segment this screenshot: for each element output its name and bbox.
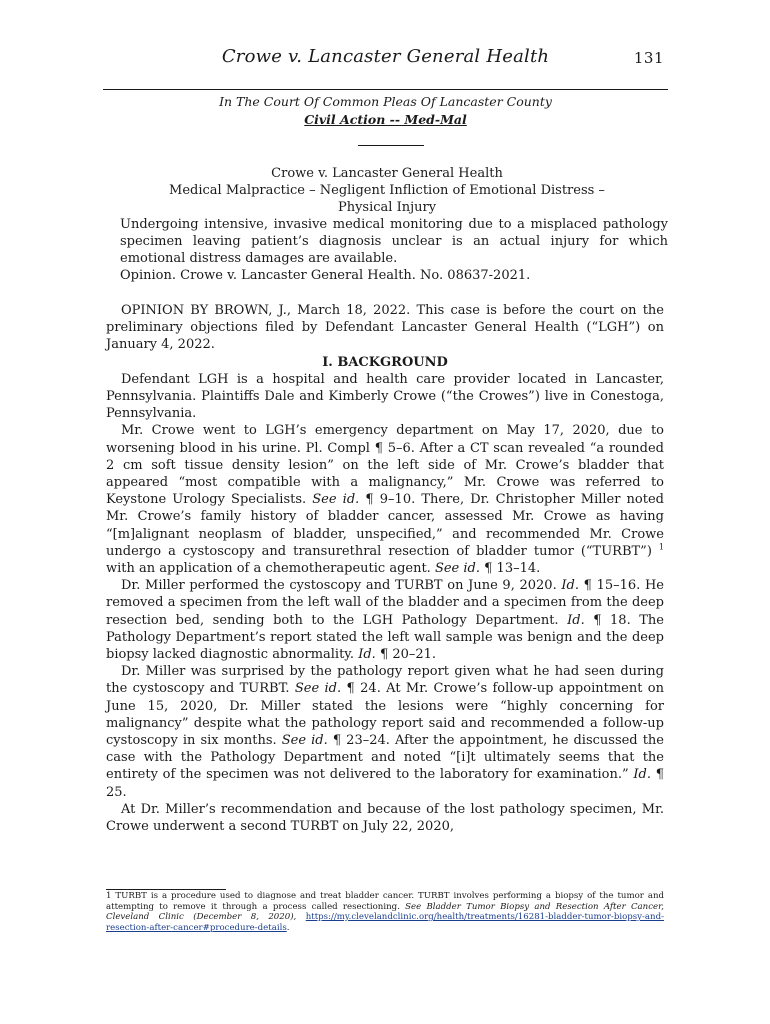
- paragraph: At Dr. Miller’s recommendation and because of the lost pathology specimen, Mr. Crowe underwent a second TURBT on July 22, 2020,: [106, 801, 664, 835]
- case-citation: Opinion. Crowe v. Lancaster General Health. No. 08637-2021.: [120, 268, 531, 283]
- header-rule: [103, 89, 668, 90]
- running-header: [103, 46, 668, 74]
- paragraph: Mr. Crowe went to LGH’s emergency department on May 17, 2020, due to worsening blood in his urine. Pl. Compl ¶ 5–6. After a CT scan revealed “a rounded 2 cm soft tissue density lesion” on the left side of Mr. Crowe’s bladder that appeared “most compatible with a malignancy,” Mr. Crowe was referred to Keystone Urology Specialists. See id. ¶ 9–10. There, Dr. Christopher Miller noted Mr. Crowe’s family history of bladder cancer, assessed Mr. Crowe as having “[m]alignant neoplasm of bladder, unspecified,” and recommended Mr. Crowe undergo a cystoscopy and transurethral resection of bladder tumor (“TURBT”) $^1$ with an application of a chemotherapeutic agent. See id. ¶ 13–14.: [106, 423, 664, 577]
- footnote: 1 TURBT is a procedure used to diagnose and treat bladder cancer. TURBT involves performing a biopsy of the tumor and attempting to remove it through a process called resectioning. See Bladder Tumor Biopsy and Resection After Cancer, Cleveland Clinic (December 8, 2020), https://my.clevelandclinic.org/health/treatments/16281-bladder-tumor-biopsy-and-resection-after-cancer#procedure-details.: [106, 891, 665, 933]
- headnote: Undergoing intensive, invasive medical monitoring due to a misplaced pathology specimen leaving patient’s diagnosis unclear is an actual injury for which emotional distress damages are available.: [120, 217, 668, 266]
- footnote-number: 1: [106, 891, 112, 901]
- footnote-link[interactable]: https://my.clevelandclinic.org/health/treatments/16281-bladder-tumor-biopsy-and-resection-after-cancer#procedure-details: [106, 912, 664, 933]
- divider-rule: [358, 145, 424, 146]
- running-title: Crowe v. Lancaster General Health: [221, 46, 550, 67]
- court-name: In The Court Of Common Pleas Of Lancaster County: [219, 94, 552, 109]
- paragraph: Dr. Miller performed the cystoscopy and TURBT on June 9, 2020. Id. ¶ 15–16. He removed a specimen from the left wall of the bladder and a specimen from the deep resection bed, sending both to the LGH Pathology Department. Id. ¶ 18. The Pathology Department’s report stated the left wall sample was benign and the deep biopsy lacked diagnostic abnormality. Id. ¶ 20–21.: [106, 578, 664, 663]
- paragraph: Dr. Miller was surprised by the pathology report given what he had seen during the cystoscopy and TURBT. See id. ¶ 24. At Mr. Crowe’s follow-up appointment on June 15, 2020, Dr. Miller stated the lesions were “highly concerning for malignancy” despite what the pathology report said and recommended a follow-up cystoscopy in six months. See id. ¶ 23–24. After the appointment, he discussed the case with the Pathology Department and noted “[i]t ultimately seems that the entirety of the specimen was not delivered to the laboratory for examination.” Id. ¶ 25.: [106, 664, 665, 800]
- topic-line-1: Medical Malpractice – Negligent Infliction of Emotional Distress –: [169, 183, 605, 198]
- opinion-intro: OPINION BY BROWN, J., March 18, 2022. This case is before the court on the preliminary objections filed by Defendant Lancaster General Health (“LGH”) on January 4, 2022.: [106, 303, 664, 353]
- paragraph: Defendant LGH is a hospital and health care provider located in Lancaster, Pennsylvania. Plaintiffs Dale and Kimberly Crowe (“the Crowes”) live in Conestoga, Pennsylvania.: [106, 371, 664, 422]
- page-number: 131: [633, 49, 664, 67]
- section-heading: I. BACKGROUND: [322, 354, 448, 370]
- opinion-body: [106, 302, 664, 835]
- syllabus: [106, 165, 668, 284]
- case-caption: Crowe v. Lancaster General Health: [271, 166, 503, 181]
- footnote-rule: [106, 889, 226, 890]
- case-type: Civil Action -- Med-Mal: [304, 112, 467, 127]
- topic-line-2: Physical Injury: [337, 200, 437, 215]
- footnote-ref: 1: [658, 542, 664, 552]
